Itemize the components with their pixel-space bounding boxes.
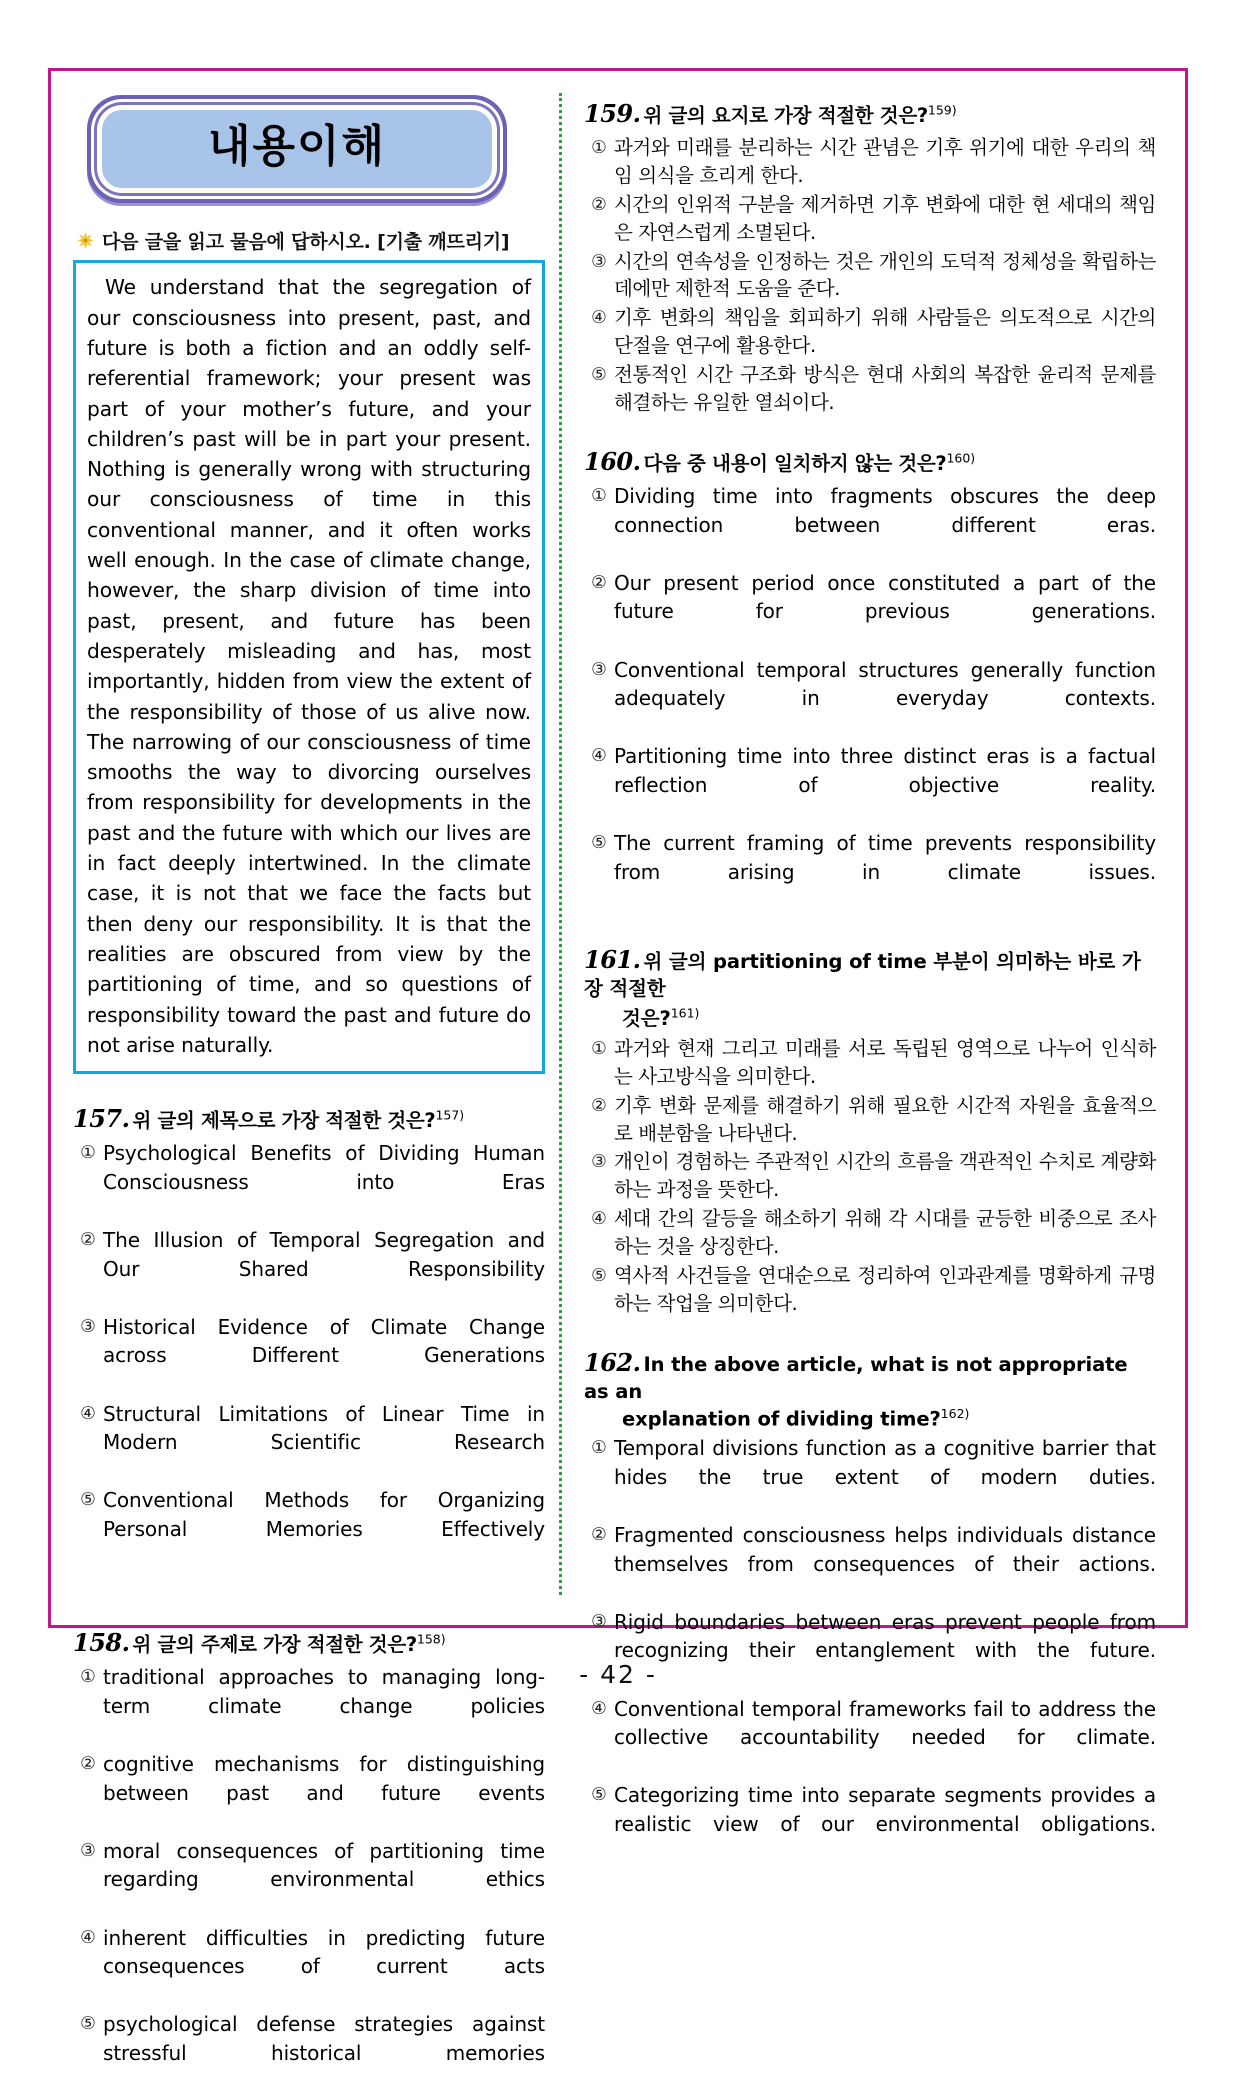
option-text: Psychological Benefits of Dividing Human Consciousness into Eras: [103, 1141, 545, 1194]
option-text: Historical Evidence of Climate Change across Different Generations: [103, 1314, 545, 1368]
question-162-stem-line2-wrap: [584, 1406, 1156, 1431]
reading-passage: [73, 260, 545, 1074]
question-159-number: 159.: [584, 99, 641, 128]
option-item[interactable]: [584, 1695, 1156, 1781]
option-text: Categorizing time into separate segments provides a realistic view of our environmental obligations.: [614, 1783, 1156, 1836]
option-marker: ⑤: [80, 1490, 96, 1511]
option-item[interactable]: [73, 1226, 545, 1312]
option-item[interactable]: [73, 1837, 545, 1923]
banner-inner: [105, 113, 489, 185]
option-item[interactable]: [584, 191, 1156, 247]
option-marker: ④: [591, 1698, 607, 1719]
option-marker: ⑤: [591, 1265, 607, 1286]
question-162-stem-line2: explanation of dividing time?: [622, 1407, 941, 1431]
banner-ring-purple-2: [94, 102, 500, 196]
option-text: inherent difficulties in predicting future consequences of current acts: [103, 1925, 545, 1979]
passage-text: We understand that the segregation of our consciousness into present, past, and future is both a fiction and an oddly self-referential framework; your present was part of your mother’s future, and your children’s past will be in part your present. Nothing is generally wrong with structuring our consciousness of time in this conventional manner, and it often works well enough. In the case of climate change, however, the sharp division of time into past, present, and future has been desperately misleading and has, most importantly, hidden from view the extent of the responsibility of those of us alive now. The narrowing of our consciousness of time smooths the way to divorcing ourselves from responsibility for developments in the past and the future with which our lives are in fact deeply intertwined. In the climate case, it is not that we face the facts but then deny our responsibility. It is that the realities are obscured from view by the partitioning of time, and so questions of responsibility toward the past and future do not arise naturally.: [87, 275, 531, 1057]
option-item[interactable]: [584, 248, 1156, 304]
option-item[interactable]: [73, 1486, 545, 1572]
option-text: The Illusion of Temporal Segregation and Our Shared Responsibility: [103, 1228, 545, 1281]
section-banner: [87, 95, 507, 203]
page-footer: - 42 -: [579, 1660, 657, 1689]
instruction-text: 다음 글을 읽고 물음에 답하시오. [기출 깨뜨리기]: [102, 231, 510, 254]
option-marker: ⑤: [80, 2014, 96, 2035]
option-item[interactable]: [584, 656, 1156, 742]
option-text: 기후 변화 문제를 해결하기 위해 필요한 시간적 자원을 효율적으로 배분함을 나타낸다.: [614, 1093, 1156, 1145]
option-marker: ④: [591, 308, 607, 329]
question-160-number: 160.: [584, 446, 641, 476]
option-item[interactable]: [584, 1262, 1156, 1318]
option-marker: ①: [591, 138, 607, 159]
option-marker: ①: [80, 1143, 96, 1164]
option-item[interactable]: [73, 1750, 545, 1836]
banner-ring-white-2: [97, 105, 497, 193]
question-162-stem: [584, 1346, 1156, 1406]
option-marker: ④: [80, 1927, 96, 1948]
question-161-ref: 161): [670, 1005, 700, 1021]
option-text: Partitioning time into three distinct eras is a factual reflection of objective reality.: [614, 744, 1156, 797]
question-159-stem-text: 위 글의 요지로 가장 적절한 것은?: [643, 104, 928, 127]
option-marker: ③: [591, 659, 607, 680]
option-item[interactable]: [584, 1434, 1156, 1520]
option-marker: ⑤: [591, 833, 607, 854]
option-item[interactable]: [584, 1781, 1156, 1867]
question-161-stem-line2: 것은?: [622, 1006, 671, 1030]
option-text: 기후 변화의 책임을 회피하기 위해 사람들은 의도적으로 시간의 단절을 연구에 활용한다.: [614, 306, 1156, 358]
question-161-stem: [584, 943, 1156, 1003]
option-item[interactable]: [584, 1521, 1156, 1607]
option-marker: ①: [591, 1038, 607, 1059]
option-text: Structural Limitations of Linear Time in Modern Scientific Research: [103, 1401, 545, 1455]
option-item[interactable]: [584, 482, 1156, 568]
option-item[interactable]: [73, 2010, 545, 2096]
question-160-stem: [584, 445, 1156, 478]
option-marker: ③: [80, 1316, 96, 1337]
banner-ring-blue: [102, 110, 492, 188]
question-160-options: [584, 482, 1156, 915]
question-161-number: 161.: [584, 944, 641, 974]
option-text: Fragmented consciousness helps individuals distance themselves from consequences of their actions.: [614, 1522, 1156, 1576]
option-marker: ④: [80, 1403, 96, 1424]
question-157-ref: 157): [435, 1107, 465, 1123]
question-158-options: [73, 1663, 545, 2096]
option-marker: ②: [591, 194, 607, 215]
option-text: 시간의 인위적 구분을 제거하면 기후 변화에 대한 현 세대의 책임은 자연스럽게 소멸된다.: [614, 192, 1156, 244]
option-text: 세대 간의 갈등을 해소하기 위해 각 시대를 균등한 비중으로 조사하는 것을 상징한다.: [614, 1207, 1156, 1259]
question-160: [584, 445, 1156, 915]
question-162-ref: 162): [940, 1405, 970, 1421]
option-text: Rigid boundaries between eras prevent people from recognizing their entanglement with the future.: [614, 1609, 1156, 1663]
option-marker: ④: [591, 1209, 607, 1230]
option-marker: ①: [591, 1438, 607, 1459]
banner-ring-outer: [87, 95, 507, 203]
option-text: Dividing time into fragments obscures the deep connection between different eras.: [614, 483, 1156, 537]
option-text: 과거와 미래를 분리하는 시간 관념은 기후 위기에 대한 우리의 책임 의식을 흐리게 한다.: [614, 136, 1156, 187]
question-160-ref: 160): [946, 450, 976, 466]
option-item[interactable]: [73, 1924, 545, 2010]
option-item[interactable]: [584, 1205, 1156, 1261]
question-158-number: 158.: [73, 1628, 130, 1658]
question-161-stem-line2-wrap: [584, 1003, 1156, 1031]
option-item[interactable]: [584, 134, 1156, 190]
option-marker: ⑤: [591, 365, 607, 386]
question-157-number: 157.: [73, 1104, 130, 1134]
option-text: Temporal divisions function as a cognitive barrier that hides the true extent of modern duties.: [614, 1436, 1156, 1489]
option-marker: ①: [591, 485, 607, 506]
option-text: Conventional temporal frameworks fail to address the collective accountability needed for climate.: [614, 1696, 1156, 1750]
banner-title: 내용이해: [207, 121, 386, 172]
option-text: Conventional Methods for Organizing Personal Memories Effectively: [103, 1488, 545, 1541]
option-text: psychological defense strategies against stressful historical memories: [103, 2012, 545, 2065]
option-marker: ⑤: [591, 1785, 607, 1806]
question-157-stem: [73, 1102, 545, 1135]
question-161-stem-text: 위 글의 partitioning of time 부분이 의미하는 바로 가장 적절한: [584, 949, 1141, 1000]
option-item[interactable]: [584, 361, 1156, 417]
option-text: 시간의 연속성을 인정하는 것은 개인의 도덕적 정체성을 확립하는 데에만 제한적 도움을 준다.: [614, 249, 1156, 301]
option-text: The current framing of time prevents responsibility from arising in climate issues.: [614, 831, 1156, 884]
question-159-stem: [584, 97, 1156, 130]
option-item[interactable]: [584, 1035, 1156, 1091]
question-158: [73, 1626, 545, 2096]
option-text: Our present period once constituted a part of the future for previous generations.: [614, 570, 1156, 624]
option-text: 과거와 현재 그리고 미래를 서로 독립된 영역으로 나누어 인식하는 사고방식을 의미한다.: [614, 1036, 1156, 1088]
option-marker: ③: [591, 1152, 607, 1173]
option-item[interactable]: [73, 1400, 545, 1486]
option-marker: ③: [591, 1611, 607, 1632]
question-159-ref: 159): [927, 102, 957, 118]
flower-bullet-icon: [77, 232, 94, 249]
option-item[interactable]: [584, 304, 1156, 360]
option-item[interactable]: [73, 1139, 545, 1225]
option-marker: ②: [591, 1095, 607, 1116]
option-item[interactable]: [584, 569, 1156, 655]
option-text: 역사적 사건들을 연대순으로 정리하여 인과관계를 명확하게 규명하는 작업을 의미한다.: [614, 1263, 1156, 1315]
instruction-line: [77, 227, 545, 254]
question-157: [73, 1102, 545, 1572]
option-text: 개인이 경험하는 주관적인 시간의 흐름을 객관적인 수치로 계량화하는 과정을 뜻한다.: [614, 1150, 1156, 1202]
option-marker: ①: [80, 1667, 96, 1688]
option-item[interactable]: [584, 829, 1156, 915]
question-160-stem-text: 다음 중 내용이 일치하지 않는 것은?: [643, 451, 947, 475]
question-158-stem: [73, 1626, 545, 1659]
question-162-options: [584, 1434, 1156, 1867]
option-marker: ③: [80, 1840, 96, 1861]
option-text: Conventional temporal structures generally function adequately in everyday contexts.: [614, 657, 1156, 711]
option-item[interactable]: [73, 1313, 545, 1399]
option-text: moral consequences of partitioning time regarding environmental ethics: [103, 1838, 545, 1892]
option-marker: ②: [80, 1230, 96, 1250]
option-item[interactable]: [584, 1092, 1156, 1148]
option-text: 전통적인 시간 구조화 방식은 현대 사회의 복잡한 윤리적 문제를 해결하는 유일한 열쇠이다.: [614, 363, 1156, 414]
question-162: [584, 1346, 1156, 1867]
option-marker: ③: [591, 251, 607, 272]
question-157-stem-text: 위 글의 제목으로 가장 적절한 것은?: [132, 1109, 436, 1133]
question-157-options: [73, 1139, 545, 1572]
left-column: [51, 71, 559, 2065]
question-161-options: [584, 1035, 1156, 1318]
question-158-stem-text: 위 글의 주제로 가장 적절한 것은?: [132, 1633, 417, 1657]
question-159-options: [584, 134, 1156, 417]
option-marker: ②: [80, 1754, 96, 1775]
option-item[interactable]: [584, 1148, 1156, 1204]
spacer: [73, 1572, 545, 1598]
banner-ring-white-1: [91, 99, 503, 199]
option-marker: ②: [591, 572, 607, 593]
option-item[interactable]: [584, 742, 1156, 828]
option-text: traditional approaches to managing long-term climate change policies: [103, 1665, 545, 1718]
question-162-number: 162.: [584, 1347, 641, 1377]
option-marker: ④: [591, 746, 607, 767]
question-158-ref: 158): [416, 1631, 446, 1647]
option-text: cognitive mechanisms for distinguishing between past and future events: [103, 1752, 545, 1805]
question-162-stem-text: In the above article, what is not appropriate as an: [584, 1352, 1128, 1403]
question-159: [584, 97, 1156, 417]
option-marker: ②: [591, 1524, 607, 1545]
question-161: [584, 943, 1156, 1318]
